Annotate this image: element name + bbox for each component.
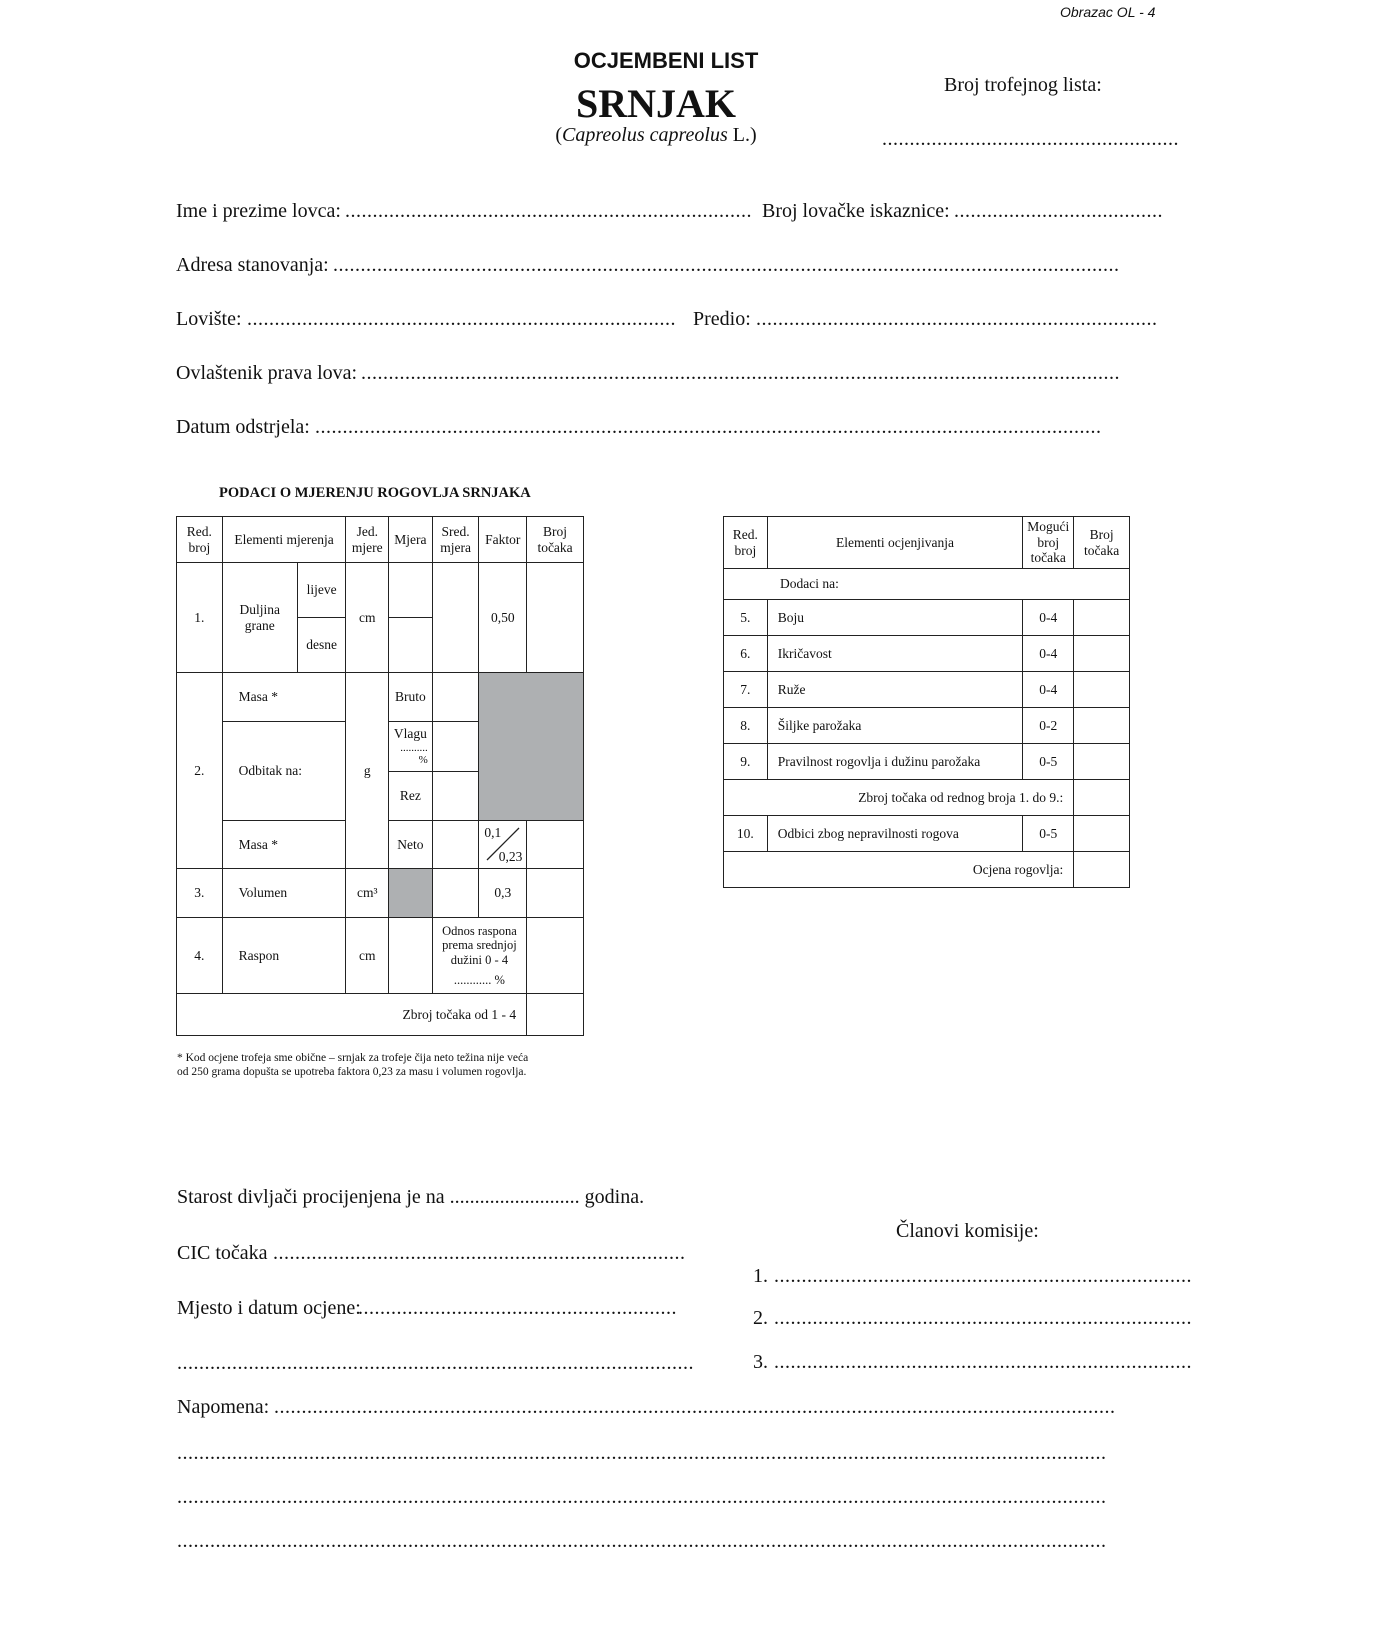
row1-left-label: lijeve [297,563,346,618]
hunter-name-field[interactable]: .......................................................................... [345,200,752,222]
note-line[interactable]: ......................................................................................................................................................................... [177,1530,1107,1552]
row1-right-measure[interactable] [389,618,433,673]
row2-neto-label: Neto [389,821,433,869]
row3-avg[interactable] [432,869,479,918]
eval-row-points[interactable] [1074,672,1130,708]
row2-number: 2. [177,673,223,869]
cic-field[interactable]: ........................................................................... [273,1242,686,1264]
eval-row-element: Ruže [767,672,1023,708]
license-field[interactable]: ...................................... [954,200,1163,222]
row2-deduction-label: Odbitak na: [222,722,346,821]
eval-row-element: Boju [767,600,1023,636]
member-3-field[interactable]: ............................................................................ [774,1351,1192,1373]
eval-row-number: 8. [724,708,768,744]
member-2-field[interactable]: ............................................................................ [774,1307,1192,1329]
eval-row-points[interactable] [1074,636,1130,672]
eval-row-range: 0-2 [1023,708,1074,744]
header-faktor: Faktor [479,517,527,563]
eval-additions-label: Dodaci na: [724,569,1130,600]
eval-row10-points[interactable] [1074,816,1130,852]
commission-title: Članovi komisije: [896,1220,1039,1242]
header-mjera: Mjera [389,517,433,563]
row3-element: Volumen [222,869,346,918]
eval-total-label: Ocjena rogovlja: [724,852,1074,888]
eval-row-points[interactable] [1074,744,1130,780]
evaluation-table [723,516,1130,888]
sum-points[interactable] [527,994,584,1036]
eval-subtotal-points[interactable] [1074,780,1130,816]
member-3-number: 3. [753,1351,768,1373]
header-red-broj: Red. broj [177,517,223,563]
row3-number: 3. [177,869,223,918]
shooting-date-label: Datum odstrjela: [176,416,310,438]
footnote-line1: * Kod ocjene trofeja sme obične – srnjak za trofeje čija neto težina nije veća [177,1052,529,1064]
hunting-ground-label: Lovište: [176,308,242,330]
row4-points[interactable] [527,918,584,994]
eval-row-number: 5. [724,600,768,636]
eval-row-range: 0-4 [1023,600,1074,636]
header-broj-tocaka: Broj točaka [527,517,584,563]
measure-table [176,516,584,1036]
eval-row-element: Šiljke parožaka [767,708,1023,744]
row2-factor-b: 0,23 [498,848,523,864]
eval-row-range: 0-4 [1023,672,1074,708]
row1-avg-measure[interactable] [432,563,479,673]
row2-bruto-label: Bruto [389,673,433,722]
shaded-cell [479,673,584,821]
species-title: SRNJAK [575,81,737,126]
eval-row-number: 6. [724,636,768,672]
row2-moisture-label: Vlagu [393,726,427,742]
row4-element: Raspon [222,918,346,994]
row2-cut-label: Rez [389,772,433,821]
row3-unit: cm³ [346,869,389,918]
row2-factor [479,821,527,869]
eval-row10-range: 0-5 [1023,816,1074,852]
age-estimate[interactable]: Starost divljači procijenjena je na .......................... godina. [177,1186,645,1208]
license-label: Broj lovačke iskaznice: [762,200,950,222]
sum-label: Zbroj točaka od 1 - 4 [177,994,527,1036]
row1-unit: cm [346,563,389,673]
row4-ratio-label: Odnos raspona prema srednjoj dužini 0 - 4 [442,923,517,967]
row2-cut-value[interactable] [432,772,479,821]
address-label: Adresa stanovanja: [176,254,329,276]
eval-row10-element: Odbici zbog nepravilnosti rogova [767,816,1023,852]
row4-number: 4. [177,918,223,994]
header-sred-mjera: Sred. mjera [432,517,479,563]
eval-row-points[interactable] [1074,708,1130,744]
row2-mass-label: Masa * [222,673,346,722]
member-2-number: 2. [753,1307,768,1329]
measure-table-title: PODACI O MJERENJU ROGOVLJA SRNJAKA [219,485,531,501]
trophy-number-field[interactable]: ...................................................... [882,128,1179,150]
footnote-line2: od 250 grama dopušta se upotreba faktora 0,23 za masu i volumen rogovlja. [177,1066,527,1078]
row1-right-label: desne [297,618,346,673]
row4-ratio-percent[interactable]: ............ % [453,972,505,987]
place-date-field-line2[interactable]: .............................................................................................. [177,1352,694,1374]
eval-row-number: 9. [724,744,768,780]
row3-shaded [389,869,433,918]
address-field[interactable]: ............................................................................................................................................... [333,254,1120,276]
eval-row-points[interactable] [1074,600,1130,636]
row2-points[interactable] [527,821,584,869]
area-label: Predio: [693,308,751,330]
row3-points[interactable] [527,869,584,918]
latin-name: (Capreolus capreolus L.) [555,124,757,146]
document-title: OCJEMBENI LIST [573,48,759,73]
row1-factor: 0,50 [479,563,527,673]
area-field[interactable]: ......................................................................... [756,308,1158,330]
row1-number: 1. [177,563,223,673]
row1-left-measure[interactable] [389,563,433,618]
row2-unit: g [346,673,389,869]
row4-unit: cm [346,918,389,994]
row1-element: Duljina grane [222,563,297,673]
hunter-name-label: Ime i prezime lovca: [176,200,341,222]
row2-mass2-label: Masa * [222,821,346,869]
eval-header-moguci: Mogući broj točaka [1023,517,1074,569]
eval-subtotal-label: Zbroj točaka od rednog broja 1. do 9.: [724,780,1074,816]
form-code: Obrazac OL - 4 [1060,4,1156,20]
row4-ratio-cell [432,918,526,994]
note-label: Napomena: [177,1396,270,1418]
eval-row-number: 7. [724,672,768,708]
eval-row-element: Ikričavost [767,636,1023,672]
row2-factor-a: 0,1 [484,824,502,840]
eval-total-points[interactable] [1074,852,1130,888]
eval-header-elementi: Elementi ocjenjivanja [767,517,1023,569]
row2-moisture-value[interactable] [432,722,479,772]
right-holder-label: Ovlaštenik prava lova: [176,362,358,384]
eval-row-range: 0-5 [1023,744,1074,780]
eval-row10-number: 10. [724,816,768,852]
row4-measure[interactable] [389,918,433,994]
trophy-number-label: Broj trofejnog lista: [944,74,1102,96]
eval-row-element: Pravilnost rogovlja i dužinu parožaka [767,744,1023,780]
row1-points[interactable] [527,563,584,673]
right-holder-field[interactable]: .......................................................................................................................................... [361,362,1120,384]
cic-label: CIC točaka [177,1242,268,1264]
eval-row-range: 0-4 [1023,636,1074,672]
eval-header-broj-tocaka: Broj točaka [1074,517,1130,569]
note-field[interactable]: ......................................................................................................................................................... [274,1396,1116,1418]
row2-neto-value[interactable] [432,821,479,869]
row3-factor: 0,3 [479,869,527,918]
note-line[interactable]: ......................................................................................................................................................................... [177,1442,1107,1464]
place-date-field[interactable]: .......................................................... [358,1297,677,1319]
row2-moisture-percent[interactable]: .......... % [400,741,428,767]
row2-bruto-value[interactable] [432,673,479,722]
header-jed-mjere: Jed. mjere [346,517,389,563]
shooting-date-field[interactable]: ............................................................................................................................................... [315,416,1102,438]
header-elementi-mjerenja: Elementi mjerenja [222,517,346,563]
note-line[interactable]: ......................................................................................................................................................................... [177,1486,1107,1508]
member-1-number: 1. [753,1265,768,1287]
footnote [177,1051,528,1079]
eval-header-red-broj: Red. broj [724,517,768,569]
place-date-label: Mjesto i datum ocjene: [177,1297,361,1319]
row2-moisture-cell [389,722,433,772]
member-1-field[interactable]: ............................................................................ [774,1265,1192,1287]
hunting-ground-field[interactable]: .............................................................................. [247,308,676,330]
